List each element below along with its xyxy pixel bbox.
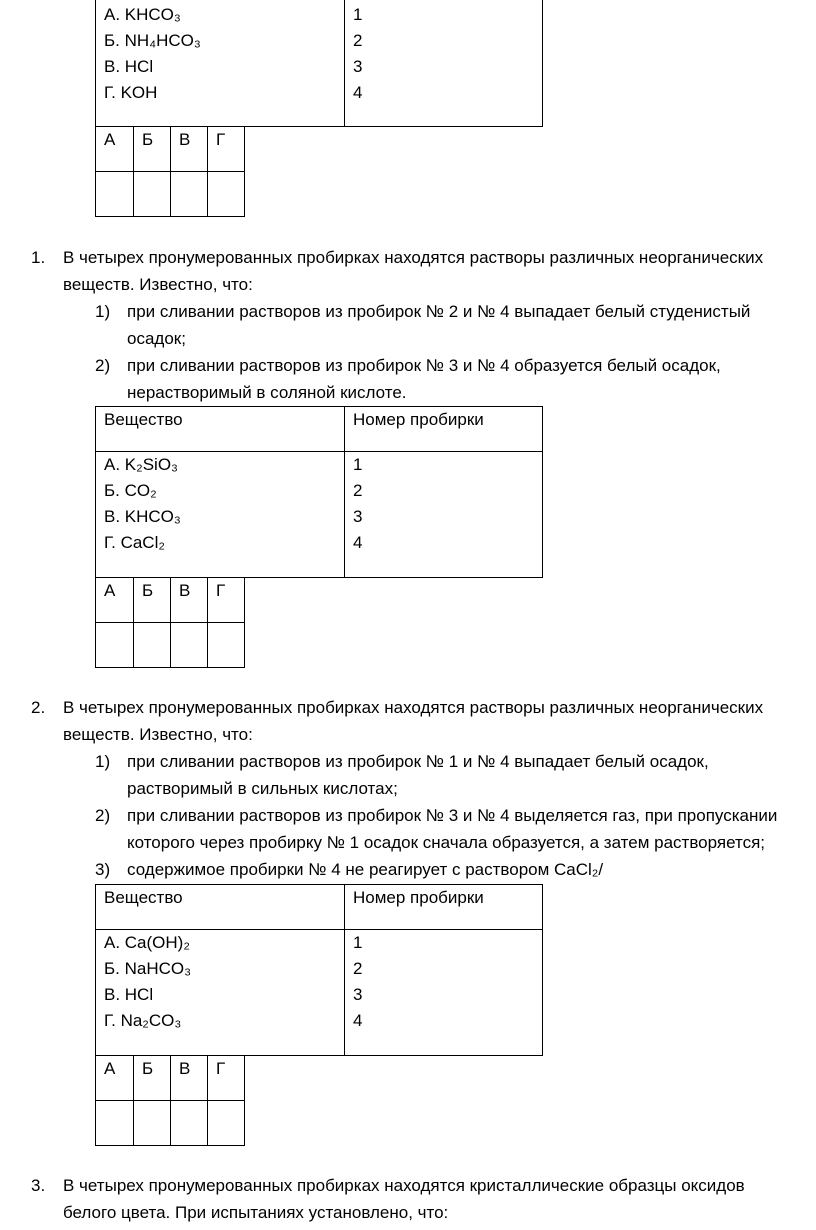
substance-item: Г. CaCl₂ xyxy=(104,533,165,552)
answer-letter: А xyxy=(104,130,116,149)
task-intro-line: В четырех пронумерованных пробирках находятся растворы различных неорганических xyxy=(63,248,764,267)
answer-cell[interactable] xyxy=(208,172,244,216)
condition-number: 2) xyxy=(95,806,111,825)
task-number: 1. xyxy=(31,248,46,267)
number-item: 4 xyxy=(353,1011,363,1030)
task1-substance-list xyxy=(104,452,181,556)
substance-item: А. K₂SiO₃ xyxy=(104,455,178,474)
condition-number: 2) xyxy=(95,356,111,375)
condition-line: при сливании растворов из пробирок № 2 и № 4 выпадает белый студенистый xyxy=(127,302,751,321)
number-item: 3 xyxy=(353,57,363,76)
substance-item: А. Ca(OH)₂ xyxy=(104,933,190,952)
number-item: 3 xyxy=(353,507,363,526)
number-item: 1 xyxy=(353,5,363,24)
answer-letter: А xyxy=(104,581,116,600)
substance-item: Г. Na₂CO₃ xyxy=(104,1011,182,1030)
answer-cell[interactable] xyxy=(208,1101,244,1145)
header-substance: Вещество xyxy=(104,888,183,907)
condition-line: осадок; xyxy=(127,329,186,348)
number-item: 4 xyxy=(353,533,363,552)
substance-item: В. KHCO₃ xyxy=(104,507,181,526)
number-item: 2 xyxy=(353,31,363,50)
answer-cell[interactable] xyxy=(134,172,170,216)
header-number: Номер пробирки xyxy=(353,888,484,907)
answer-letter: А xyxy=(104,1059,116,1078)
answer-cell[interactable] xyxy=(208,623,244,667)
number-item: 1 xyxy=(353,455,363,474)
task-intro-line: В четырех пронумерованных пробирках находятся кристаллические образцы оксидов xyxy=(63,1176,745,1195)
answer-letter: Б xyxy=(142,1059,154,1078)
answer-cell[interactable] xyxy=(171,1101,207,1145)
task1-number-list xyxy=(353,452,362,556)
task-intro-line: веществ. Известно, что: xyxy=(63,275,253,294)
condition-line: при сливании растворов из пробирок № 3 и № 4 выделяется газ, при пропускании xyxy=(127,806,778,825)
task-intro-line: В четырех пронумерованных пробирках находятся растворы различных неорганических xyxy=(63,698,764,717)
number-item: 2 xyxy=(353,481,363,500)
condition-number: 3) xyxy=(95,860,111,879)
substance-item: В. HCl xyxy=(104,985,154,1004)
answer-cell[interactable] xyxy=(96,1101,133,1145)
condition-line: при сливании растворов из пробирок № 3 и № 4 образуется белый осадок, xyxy=(127,356,721,375)
substance-item: Б. NaHCO₃ xyxy=(104,959,192,978)
task2-substance-list xyxy=(104,930,191,1034)
table0-number-list xyxy=(353,2,362,106)
answer-letter: В xyxy=(179,581,191,600)
substance-item: А. KHCO₃ xyxy=(104,5,181,24)
answer-letter: В xyxy=(179,1059,191,1078)
condition-line: нерастворимый в соляной кислоте. xyxy=(127,383,407,402)
substance-item: Б. NH₄HCO₃ xyxy=(104,31,201,50)
number-item: 3 xyxy=(353,985,363,1004)
substance-item: Б. CO₂ xyxy=(104,481,157,500)
answer-cell[interactable] xyxy=(134,623,170,667)
table0-substance-list xyxy=(104,2,201,106)
task-intro-line: веществ. Известно, что: xyxy=(63,725,253,744)
answer-letter: Б xyxy=(142,130,154,149)
answer-cell[interactable] xyxy=(171,172,207,216)
task-number: 3. xyxy=(31,1176,46,1195)
header-substance: Вещество xyxy=(104,410,183,429)
answer-cell[interactable] xyxy=(134,1101,170,1145)
condition-line: которого через пробирку № 1 осадок сначала образуется, а затем растворяется; xyxy=(127,833,765,852)
condition-line: содержимое пробирки № 4 не реагирует с раствором CaCl₂/ xyxy=(127,860,604,879)
condition-number: 1) xyxy=(95,752,111,771)
substance-item: В. HCl xyxy=(104,57,154,76)
number-item: 2 xyxy=(353,959,363,978)
condition-line: при сливании растворов из пробирок № 1 и № 4 выпадает белый осадок, xyxy=(127,752,709,771)
answer-cell[interactable] xyxy=(171,623,207,667)
number-item: 4 xyxy=(353,83,363,102)
header-number: Номер пробирки xyxy=(353,410,484,429)
answer-letter: Г xyxy=(216,581,226,600)
answer-letter: Б xyxy=(142,581,154,600)
number-item: 1 xyxy=(353,933,363,952)
answer-letter: Г xyxy=(216,130,226,149)
answer-cell[interactable] xyxy=(96,623,133,667)
task-intro-line: белого цвета. При испытаниях установлено, что: xyxy=(63,1203,449,1222)
task2-number-list xyxy=(353,930,362,1034)
condition-number: 1) xyxy=(95,302,111,321)
substance-item: Г. KOH xyxy=(104,83,158,102)
task-number: 2. xyxy=(31,698,46,717)
condition-line: растворимый в сильных кислотах; xyxy=(127,779,398,798)
answer-letter: В xyxy=(179,130,191,149)
answer-cell[interactable] xyxy=(96,172,133,216)
answer-letter: Г xyxy=(216,1059,226,1078)
